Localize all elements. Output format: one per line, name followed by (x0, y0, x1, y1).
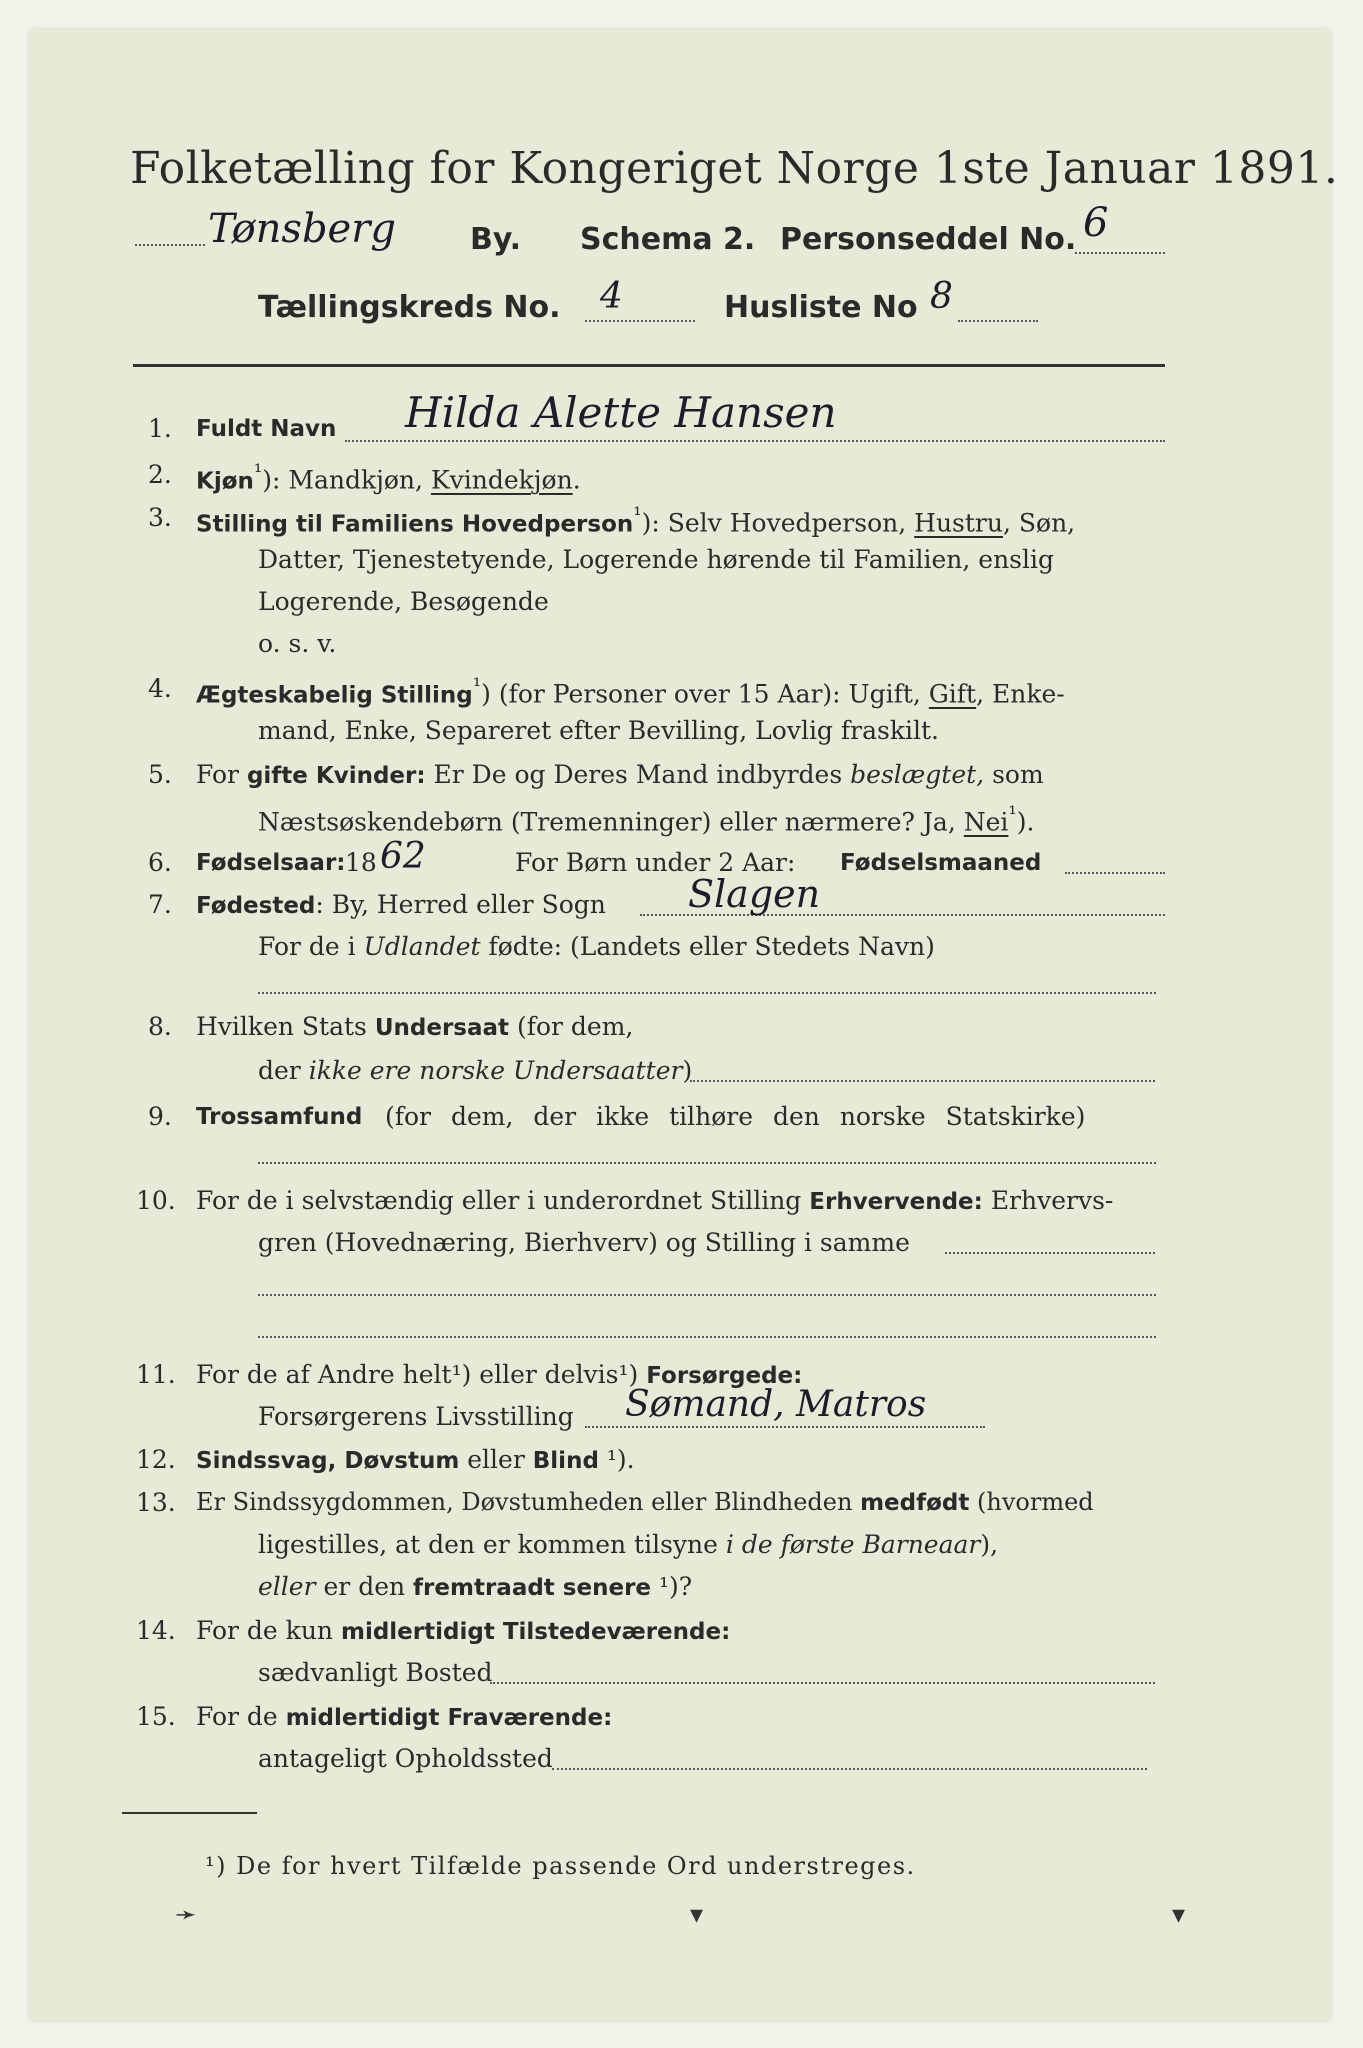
q9-dots (258, 1162, 1156, 1164)
q11-number: 11. (136, 1360, 176, 1389)
q3-line1 (196, 503, 1075, 537)
q13-line2 (258, 1530, 998, 1559)
town-value: Tønsberg (208, 206, 396, 252)
q5-label: gifte Kvinder: (246, 763, 426, 789)
q3-option-selected: Hustru (914, 508, 1003, 538)
q8-label: Undersaat (374, 1015, 510, 1041)
q11-line2: Forsørgerens Livsstilling (258, 1402, 574, 1431)
q3-line2: Datter, Tjenestetyende, Logerende hørende til Familien, enslig (258, 545, 1055, 574)
q1-number: 1. (148, 414, 172, 443)
q5-line1 (196, 760, 1044, 789)
form-title: Folketælling for Kongeriget Norge 1ste Januar 1891. (130, 143, 1339, 194)
q13-line2-italic: i de første Barneaar (725, 1530, 981, 1559)
center-mark-icon: ▾ (690, 1900, 704, 1930)
q2-option-selected: Kvindekjøn (430, 465, 573, 495)
q6-number: 6. (148, 848, 172, 877)
q3-sup: ¹ (633, 503, 642, 527)
q15-text-a: For de (196, 1702, 278, 1731)
footnote-rule (122, 1812, 257, 1814)
q10-text-a: For de i selvstændig eller i underordnet Stilling (196, 1186, 802, 1215)
q10-line2: gren (Hovednæring, Bierhverv) og Stilling i samme (258, 1228, 910, 1257)
q3-text-a: ): Selv Hovedperson, (641, 508, 907, 538)
q8-line1 (196, 1012, 633, 1041)
footnote: ¹) De for hvert Tilfælde passende Ord understreges. (205, 1852, 916, 1880)
q6-prefix: 18 (345, 848, 377, 877)
q12-text-a: eller (467, 1445, 525, 1474)
q3-label: Stilling til Familiens Hovedperson (196, 511, 634, 538)
q1-value: Hilda Alette Hansen (405, 388, 837, 437)
header-rule (133, 364, 1165, 367)
q7-text-a: : By, Herred eller Sogn (315, 890, 606, 919)
q2-number: 2. (148, 460, 172, 489)
q7-line2-b: fødte: (Landets eller Stedets Navn) (488, 932, 935, 961)
q5-text-b: Er De og Deres Mand indbyrdes (433, 760, 843, 789)
corner-mark-icon: ➛ (175, 1900, 197, 1930)
q14-line1 (196, 1616, 730, 1645)
q13-text-b: (hvormed (977, 1488, 1094, 1516)
q7-value: Slagen (688, 872, 821, 916)
q2-text-b: . (572, 465, 581, 495)
q10-dots3 (258, 1336, 1156, 1338)
husliste-label: Husliste No (724, 290, 918, 325)
q11-label: Forsørgede: (646, 1363, 803, 1389)
q6-text-a: For Børn under 2 Aar: (515, 848, 796, 877)
q3-line4: o. s. v. (258, 629, 337, 658)
by-label: By. (470, 222, 522, 257)
q4-option-selected: Gift (928, 679, 977, 709)
q5-sup: ¹ (1008, 802, 1017, 826)
q8-line2-b: ) (682, 1056, 693, 1085)
q9-label: Trossamfund (196, 1104, 363, 1130)
q13-line2-b: ), (980, 1530, 999, 1559)
q4-line1 (196, 674, 1065, 708)
q13-line3-b: ¹)? (658, 1572, 693, 1601)
q7-line2-a: For de i (258, 932, 356, 961)
q9-text: (for dem, der ikke tilhøre den norske Statskirke) (385, 1102, 1086, 1131)
q5-text-c: som (992, 760, 1044, 789)
q15-dots (552, 1768, 1147, 1770)
q13-number: 13. (136, 1488, 176, 1517)
husliste-dots (958, 320, 1038, 322)
q12-label2: Blind (532, 1448, 599, 1474)
q3-line3: Logerende, Besøgende (258, 587, 549, 616)
q2-line (196, 460, 581, 494)
kreds-dots (585, 320, 695, 322)
q7-label: Fødested (196, 893, 316, 919)
kreds-value: 4 (600, 276, 623, 317)
q1-dots (345, 440, 1165, 442)
q4-line2: mand, Enke, Separeret efter Bevilling, Lovlig fraskilt. (258, 716, 939, 745)
q10-dots2 (258, 1294, 1156, 1296)
q6-dots (1065, 872, 1165, 874)
q1-label: Fuldt Navn (196, 416, 337, 442)
q10-label: Erhvervende: (809, 1189, 983, 1215)
q7-line2-italic: Udlandet (363, 932, 481, 961)
q10-text-b: Erhvervs- (990, 1186, 1114, 1215)
q2-text-a: ): Mandkjøn, (262, 465, 423, 495)
q7-line2 (258, 932, 935, 961)
q13-line1 (196, 1488, 1094, 1516)
q14-text-a: For de kun (196, 1616, 334, 1645)
q10-line1 (196, 1186, 1113, 1215)
q15-number: 15. (136, 1702, 176, 1731)
q8-line2-a: der (258, 1056, 301, 1085)
q5-text-a: For (196, 760, 239, 789)
q2-sup: ¹ (253, 460, 263, 484)
q8-text-a: Hvilken Stats (196, 1012, 367, 1041)
q14-number: 14. (136, 1616, 176, 1645)
q4-sup: ¹ (472, 674, 482, 698)
personseddel-value: 6 (1083, 200, 1109, 246)
q14-label: midlertidigt Tilstedeværende: (340, 1619, 731, 1645)
q8-line2-italic: ikke ere norske Undersaatter (308, 1056, 683, 1085)
q5-number: 5. (148, 760, 172, 789)
q8-number: 8. (148, 1012, 172, 1041)
q6-label: Fødselsaar: (196, 850, 346, 876)
q13-line3 (258, 1572, 692, 1601)
town-dots (135, 244, 205, 246)
schema-label: Schema 2. (580, 222, 756, 257)
q3-text-b: , Søn, (1003, 508, 1076, 538)
q13-line3-a: er den (323, 1572, 406, 1601)
q13-line2-a: ligestilles, at den er kommen tilsyne (258, 1530, 718, 1559)
q5-line2 (258, 802, 1034, 836)
q6-value: 62 (380, 836, 426, 877)
q8-line2 (258, 1056, 692, 1085)
kreds-label: Tællingskreds No. (258, 290, 561, 325)
q4-label: Ægteskabelig Stilling (196, 682, 473, 709)
q13-line3-italic: eller (258, 1572, 316, 1601)
personseddel-label: Personseddel No. (780, 222, 1077, 257)
q3-number: 3. (148, 503, 172, 532)
q11-text-a: For de af Andre helt¹) eller delvis¹) (196, 1360, 639, 1389)
q13-line3-label: fremtraadt senere (413, 1575, 652, 1601)
q12-number: 12. (136, 1445, 176, 1474)
q13-label: medfødt (860, 1490, 970, 1516)
q14-line2: sædvanligt Bosted (258, 1658, 493, 1687)
q13-text-a: Er Sindssygdommen, Døvstumheden eller Blindheden (196, 1488, 853, 1516)
q7-number: 7. (148, 890, 172, 919)
q10-number: 10. (136, 1186, 176, 1215)
q11-dots (585, 1426, 985, 1428)
q15-line2: antageligt Opholdssted (258, 1744, 553, 1773)
q8-dots (690, 1080, 1155, 1082)
q12-label: Sindssvag, Døvstum (196, 1448, 460, 1474)
personseddel-dots (1075, 252, 1165, 254)
q5-italic: beslægtet, (850, 760, 985, 789)
q5-line2-text: Næstsøskendebørn (Tremenninger) eller nærmere? Ja, (258, 807, 956, 837)
q2-label: Kjøn (196, 468, 254, 495)
q14-dots (490, 1682, 1155, 1684)
q5-text-d: ). (1016, 807, 1035, 837)
q4-text-a: ) (for Personer over 15 Aar): Ugift, (481, 679, 921, 709)
q7-line1 (196, 890, 606, 919)
q8-text-b: (for dem, (516, 1012, 634, 1041)
q4-text-b: , Enke- (976, 679, 1065, 709)
q5-option-selected: Nei (963, 807, 1009, 837)
q7-dots2 (258, 992, 1156, 994)
q12-text-b: ¹). (606, 1445, 635, 1474)
q11-value: Sømand, Matros (625, 1384, 927, 1425)
right-mark-icon: ▾ (1172, 1900, 1186, 1930)
q4-number: 4. (148, 674, 172, 703)
q9-number: 9. (148, 1102, 172, 1131)
q15-label: midlertidigt Fraværende: (285, 1705, 613, 1731)
q15-line1 (196, 1702, 612, 1731)
q10-dots (945, 1252, 1155, 1254)
husliste-value: 8 (930, 276, 953, 317)
q6-label2: Fødselsmaaned (840, 850, 1042, 876)
q12-line (196, 1445, 635, 1474)
